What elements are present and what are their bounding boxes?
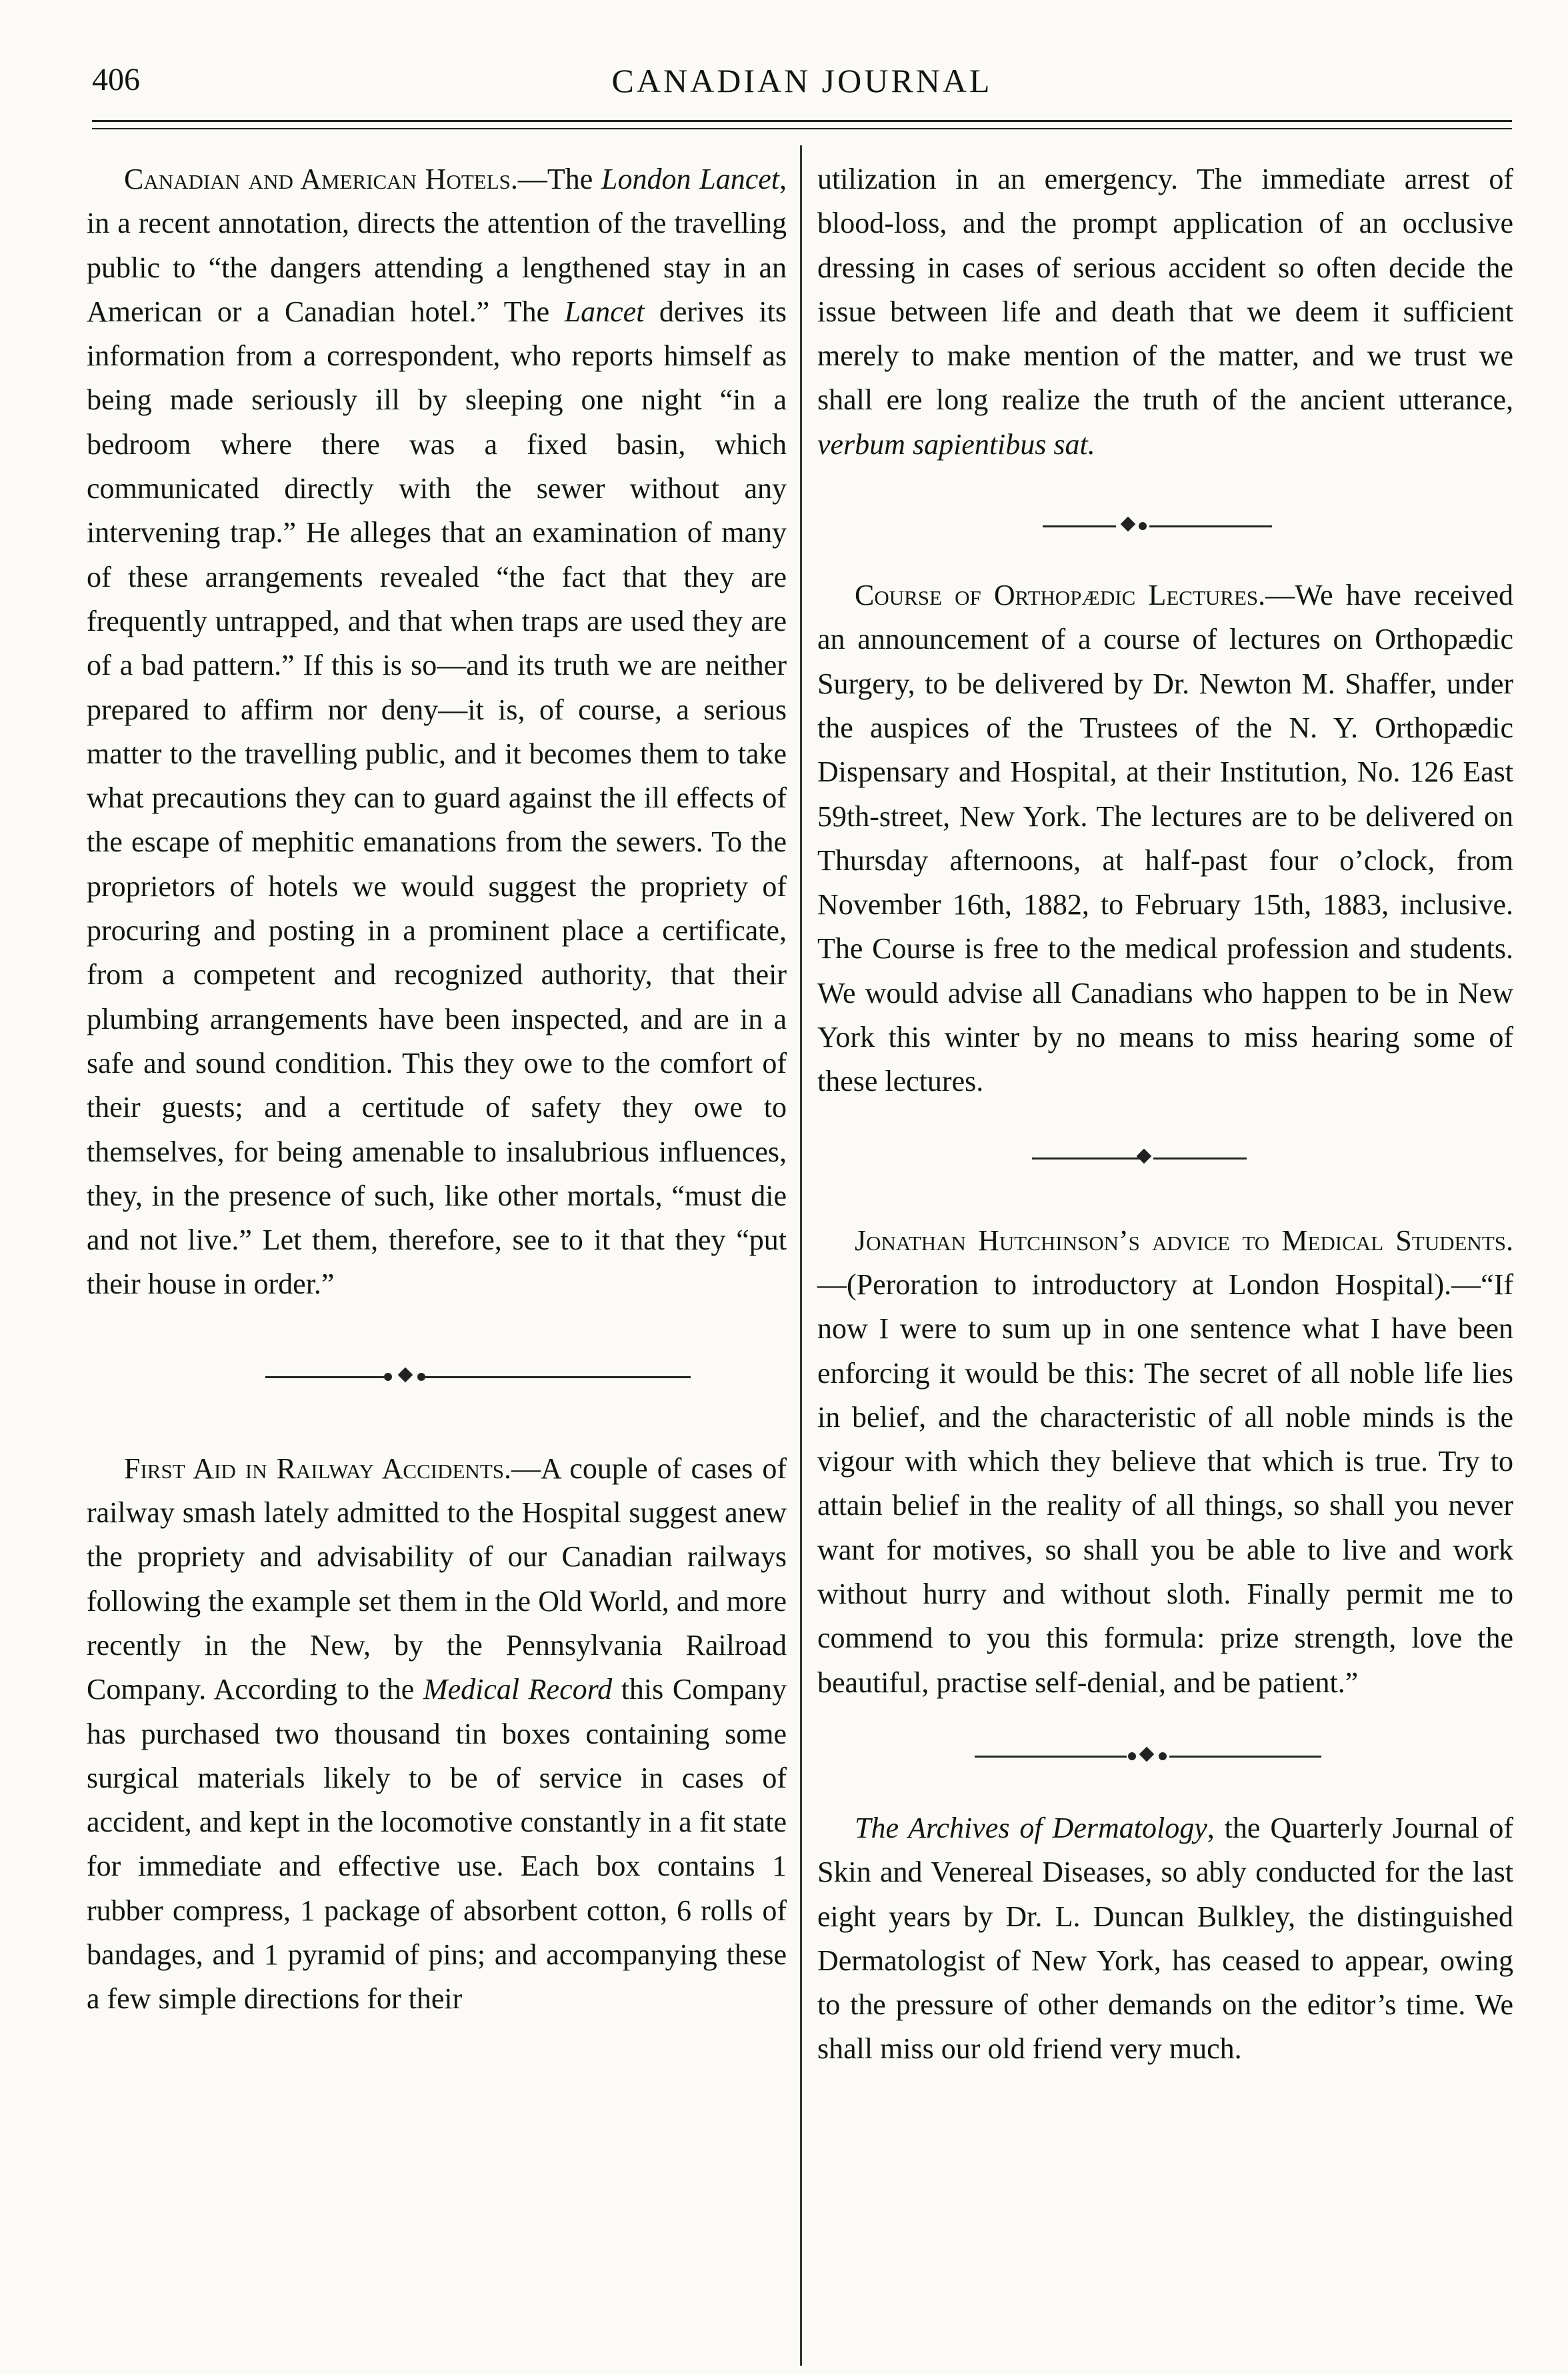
- right-column: [817, 157, 1513, 2072]
- article-first-aid-title: First Aid in Railway Accidents.: [124, 1452, 511, 1485]
- medical-record-ref: Medical Record: [423, 1673, 613, 1706]
- article-hutchinson-title: Jonathan Hutchinson’s advice to Medical Students.: [855, 1224, 1513, 1257]
- article-orthopaedic: Course of Orthopædic Lectures.—We have received an announcement of a course of lectures on Orthopædic Surgery, to be delivered by Dr. Newton M. Shaffer, under the auspices of the Trustees of the N. Y. Orthopædic Dispensary and Hospital, at their Institution, No. 126 East 59th-street, New York. The lectures are to be delivered on Thursday afternoons, at half-past four o’clock, from November 16th, 1882, to February 15th, 1883, inclusive. The Course is free to the medical profession and students. We would advise all Canadians who happen to be in New York this winter by no means to miss hearing some of these lectures.: [817, 579, 1514, 1098]
- article-orthopaedic-title: Course of Orthopædic Lectures.: [855, 579, 1266, 612]
- article-hotels-title: Canadian and American Hotels.: [124, 163, 518, 195]
- left-column: [87, 157, 787, 2022]
- section-ornament: [817, 1136, 1513, 1180]
- section-ornament: [817, 1734, 1513, 1778]
- section-ornament: [817, 504, 1513, 548]
- lancet-ref: Lancet: [564, 295, 645, 328]
- archives-title: The Archives of Dermatology: [855, 1811, 1207, 1844]
- running-head: CANADIAN JOURNAL: [611, 62, 993, 99]
- article-archives: The Archives of Dermatology, the Quarterly Journal of Skin and Venereal Diseases, so ably conducted for the last eight years by Dr. L. Duncan Bulkley, the distinguished Dermatologist of New York, has ceased to appear, owing to the pressure of other demands on the editor’s time. We shall miss our old friend very much.: [817, 1811, 1513, 2066]
- header-rule-top: [92, 120, 1512, 122]
- latin-phrase: verbum sapientibus sat.: [817, 427, 1095, 461]
- article-first-aid: First Aid in Railway Accidents.—A couple of cases of railway smash lately admitted to the Hospital suggest anew the propriety and advisability of our Canadian railways following the example set them in the Old World, and more recently in the New, by the Pennsylvania Railroad Company. According to the Medical Record this Company has purchased two thousand tin boxes containing some surgical materials likely to be of service in cases of accident, and kept in the locomotive constantly in a fit state for immediate and effective use. Each box contains 1 rubber compress, 1 package of absorbent cotton, 6 rolls of bandages, and 1 pyramid of pins; and accompanying these a few simple directions for their: [87, 1452, 787, 2016]
- section-ornament: [87, 1355, 787, 1399]
- column-separator: [800, 145, 802, 2366]
- page-number: 406: [92, 62, 140, 97]
- london-lancet-ref: London Lancet: [601, 163, 780, 195]
- header-rule-bottom: [92, 128, 1512, 129]
- article-hotels: Canadian and American Hotels.—The London Lancet, in a recent annotation, directs the attention of the travelling public to “the dangers attending a lengthened stay in an American or a Canadian hotel.” The Lancet derives its information from a correspondent, who reports himself as being made seriously ill by sleeping one night “in a bedroom where there was a fixed basin, which communicated directly with the sewer without any intervening trap.” He alleges that an examination of many of these arrangements revealed “the fact that they are frequently untrapped, and that when traps are used they are of a bad pattern.” If this is so—and its truth we are neither prepared to affirm nor deny—it is, of course, a serious matter to the travelling public, and it becomes them to take what precautions they can to guard against the ill effects of the escape of mephitic emanations from the sewers. To the proprietors of hotels we would suggest the propriety of procuring and posting in a prominent place a certificate, from a competent and recognized authority, that their plumbing arrangements have been inspected, and are in a safe and sound condition. This they owe to the comfort of their guests; and a certitude of safety they owe to themselves, for being amenable to insalubrious influences, they, in the presence of such, like other mortals, “must die and not live.” Let them, therefore, see to it that they “put their house in order.”: [87, 163, 787, 1301]
- article-hutchinson: Jonathan Hutchinson’s advice to Medical Students.—(Peroration to introductory at London Hospital).—“If now I were to sum up in one sentence what I have been enforcing it would be this: The secret of all noble life lies in belief, and the characteristic of all noble minds is the vigour with which they believe that which is true. Try to attain belief in the reality of all things, so shall you never want for motives, so shall you be able to live and work without hurry and without sloth. Finally permit me to commend to you this formula: prize strength, love the beautiful, practise self-denial, and be patient.”: [817, 1224, 1513, 1699]
- page-header: [92, 61, 1512, 108]
- article-first-aid-continued: utilization in an emergency. The immediate arrest of blood-loss, and the prompt application of an occlusive dressing in cases of serious accident so often decide the issue between life and death that we deem it sufficient merely to make mention of the matter, and we trust we shall ere long realize the truth of the ancient utterance, verbum sapientibus sat.: [817, 163, 1513, 461]
